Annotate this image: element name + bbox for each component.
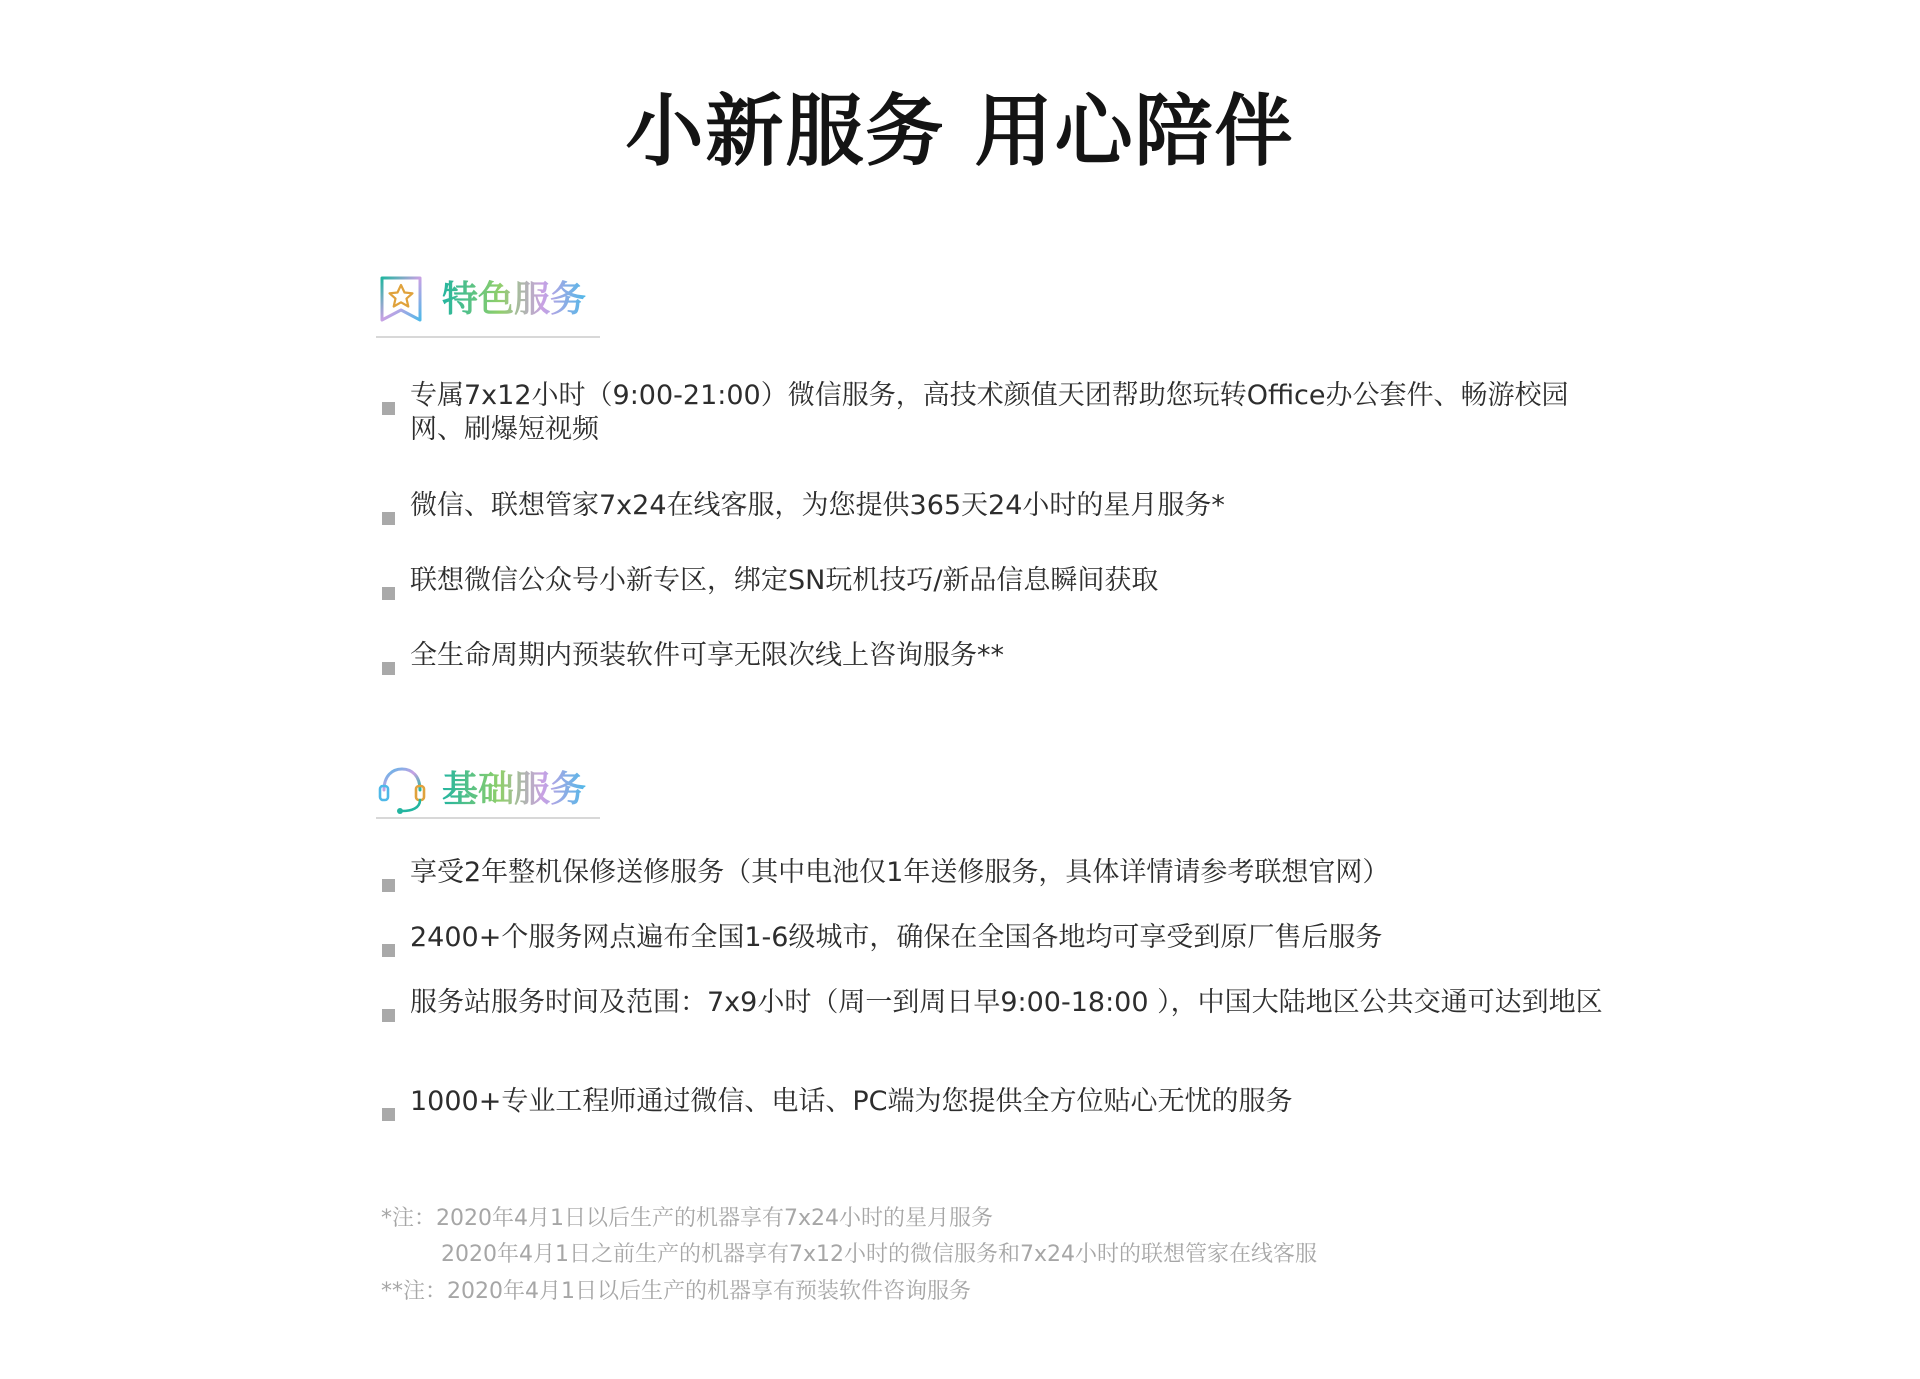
bullet-marker xyxy=(382,662,395,675)
footnote-1: *注：2020年4月1日以后生产的机器享有7x24小时的星月服务 xyxy=(381,1206,993,1231)
basic-section-header xyxy=(376,762,600,828)
featured-section-title: 特色服务 xyxy=(442,274,586,326)
list-item-text: 联想微信公众号小新专区，绑定SN玩机技巧/新品信息瞬间获取 xyxy=(410,565,1159,596)
list-item-text: 服务站服务时间及范围：7x9小时（周一到周日早9:00-18:00 ），中国大陆地区公共交通可达到地区 xyxy=(410,987,1603,1018)
headset-icon xyxy=(376,762,428,818)
bullet-marker xyxy=(382,944,395,957)
section-divider xyxy=(376,817,600,819)
bullet-marker xyxy=(382,1009,395,1022)
footnote-1-continued: 2020年4月1日之前生产的机器享有7x12小时的微信服务和7x24小时的联想管家在线客服 xyxy=(441,1242,1318,1267)
bullet-marker xyxy=(382,1108,395,1121)
list-item-text: 专属7x12小时（9:00-21:00）微信服务，高技术颜值天团帮助您玩转Office办公套件、畅游校园网、刷爆短视频 xyxy=(410,380,1569,445)
bullet-marker xyxy=(382,587,395,600)
section-divider xyxy=(376,336,600,338)
bullet-marker xyxy=(382,879,395,892)
page-title: 小新服务 用心陪伴 xyxy=(625,87,1295,177)
list-item-text: 2400+个服务网点遍布全国1-6级城市，确保在全国各地均可享受到原厂售后服务 xyxy=(410,922,1383,953)
star-badge-icon xyxy=(376,272,428,328)
bullet-marker xyxy=(382,512,395,525)
basic-section-title: 基础服务 xyxy=(442,764,586,816)
list-item-text: 享受2年整机保修送修服务（其中电池仅1年送修服务，具体详情请参考联想官网） xyxy=(410,857,1390,888)
bullet-marker xyxy=(382,402,395,415)
list-item-text: 1000+专业工程师通过微信、电话、PC端为您提供全方位贴心无忧的服务 xyxy=(410,1086,1293,1117)
list-item-text: 全生命周期内预装软件可享无限次线上咨询服务** xyxy=(410,640,1004,671)
list-item-text: 微信、联想管家7x24在线客服，为您提供365天24小时的星月服务* xyxy=(410,490,1225,521)
featured-section-header xyxy=(376,272,600,338)
footnote-2: **注：2020年4月1日以后生产的机器享有预装软件咨询服务 xyxy=(381,1279,971,1304)
